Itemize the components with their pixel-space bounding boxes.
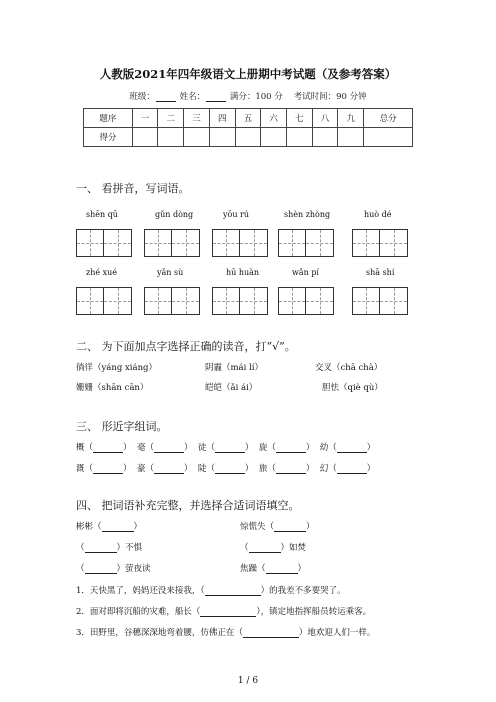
score-header: 七 — [287, 109, 313, 128]
score-header: 八 — [312, 109, 338, 128]
full-score: 满分：100 分 — [229, 92, 283, 102]
char: 徒 — [197, 443, 207, 453]
writing-cell[interactable] — [240, 229, 268, 257]
pinyin-label: zhé xué — [86, 268, 118, 277]
writing-grid[interactable] — [76, 287, 132, 315]
writing-cell[interactable] — [240, 287, 268, 315]
reading-choice[interactable]: 阴霾（mái lí） — [205, 363, 263, 373]
sentence-text: ），镇定地指挥船员转运乘客。 — [256, 607, 372, 617]
pinyin-label: hū huàn — [226, 268, 260, 277]
score-header: 六 — [261, 109, 287, 128]
sentence-text: ）地欢迎人们一样。 — [298, 628, 376, 638]
name-label: 姓名： — [179, 92, 206, 102]
writing-grid[interactable] — [352, 229, 408, 257]
idiom-item — [76, 541, 142, 553]
answer-blank[interactable] — [93, 464, 123, 474]
writing-cell[interactable] — [212, 287, 240, 315]
writing-cell[interactable] — [306, 287, 334, 315]
score-header: 二 — [158, 109, 184, 128]
class-blank[interactable] — [156, 93, 176, 102]
pinyin-label: gǔn dòng — [155, 210, 194, 219]
char: 幻 — [319, 464, 329, 474]
writing-cell[interactable] — [278, 229, 306, 257]
section-4-heading: 四、 把词语补充完整，并选择合适词语填空。 — [76, 499, 300, 512]
char: 溉 — [76, 464, 85, 474]
score-header: 四 — [209, 109, 235, 128]
class-label: 班级： — [129, 92, 155, 102]
reading-choice[interactable]: 胆怯（qiè qù） — [322, 383, 383, 393]
writing-grid[interactable] — [278, 229, 334, 257]
answer-blank[interactable] — [243, 628, 299, 638]
section-3-heading: 三、 形近字组词。 — [76, 420, 168, 433]
pinyin-label: shèn zhòng — [284, 210, 331, 219]
answer-blank[interactable] — [266, 564, 298, 574]
sentence-text: ）的我差不多要哭了。 — [260, 586, 346, 596]
answer-blank[interactable] — [337, 443, 367, 453]
score-row — [84, 128, 413, 147]
answer-blank[interactable] — [85, 543, 117, 553]
idiom-text: ） — [133, 522, 143, 532]
writing-grid[interactable] — [76, 229, 132, 257]
score-cell[interactable] — [184, 128, 210, 147]
writing-grid[interactable] — [212, 229, 268, 257]
writing-grid[interactable] — [212, 287, 268, 315]
pinyin-label: huò dé — [364, 210, 392, 219]
writing-cell[interactable] — [306, 229, 334, 257]
score-header: 三 — [184, 109, 210, 128]
idiom-item — [76, 562, 151, 574]
score-cell[interactable] — [158, 128, 184, 147]
score-cell[interactable] — [338, 128, 364, 147]
idiom-text: （ — [240, 543, 249, 553]
char: 概 — [76, 443, 85, 453]
idiom-text: 焦躁（ — [240, 564, 266, 574]
score-cell[interactable] — [364, 128, 413, 147]
reading-choice[interactable]: 姗姗（shān cān） — [76, 383, 149, 393]
pinyin-label: shēn qū — [86, 210, 118, 219]
idiom-text: 惊慌失（ — [240, 522, 275, 532]
writing-cell[interactable] — [104, 287, 132, 315]
score-cell[interactable] — [132, 128, 158, 147]
idiom-item — [76, 520, 142, 532]
exam-info — [0, 90, 496, 102]
idiom-text: ） — [297, 564, 307, 574]
pinyin-label: shā shí — [366, 268, 395, 277]
score-cell[interactable] — [235, 128, 261, 147]
answer-blank[interactable] — [276, 443, 306, 453]
writing-cell[interactable] — [76, 229, 104, 257]
page-number: 1 / 6 — [237, 676, 259, 686]
pinyin-label: yōu rú — [223, 210, 250, 219]
writing-cell[interactable] — [76, 287, 104, 315]
answer-blank[interactable] — [276, 464, 306, 474]
idiom-text: （ — [76, 543, 85, 553]
sentence-text: 2．面对即将沉船的灾难，船长（ — [76, 607, 201, 617]
fill-sentence — [76, 605, 371, 617]
reading-choice[interactable]: 徜徉（yáng xiáng） — [76, 363, 157, 373]
writing-grid[interactable] — [278, 287, 334, 315]
pinyin-label: yǎn sù — [157, 268, 184, 277]
score-cell[interactable] — [209, 128, 235, 147]
word-build-row: 概（ ） 毫（ ） 徒（ ） 旋（ ） 幼（ ） — [76, 443, 376, 453]
answer-blank[interactable] — [215, 443, 245, 453]
reading-choice[interactable]: 皑皑（ǎi ái） — [205, 383, 258, 393]
sentence-text: 3．田野里，谷穗深深地弯着腰，仿佛正在（ — [76, 628, 243, 638]
score-header: 一 — [132, 109, 158, 128]
idiom-text: ）如焚 — [280, 543, 307, 553]
idiom-item — [240, 520, 315, 532]
reading-choice[interactable]: 交叉（chā chà） — [315, 363, 383, 373]
char: 豪 — [136, 464, 146, 474]
score-cell[interactable] — [312, 128, 338, 147]
idiom-text: ）不惧 — [116, 543, 143, 553]
writing-cell[interactable] — [352, 229, 380, 257]
score-cell[interactable] — [261, 128, 287, 147]
writing-grid[interactable] — [352, 287, 408, 315]
word-build-row: 溉（ ） 豪（ ） 陡（ ） 旅（ ） 幻（ ） — [76, 464, 376, 474]
writing-cell[interactable] — [172, 229, 200, 257]
answer-blank[interactable] — [205, 586, 261, 596]
exam-time: 考试时间：90 分钟 — [293, 92, 367, 102]
answer-blank[interactable] — [274, 522, 306, 532]
writing-cell[interactable] — [352, 287, 380, 315]
answer-blank[interactable] — [154, 443, 184, 453]
name-blank[interactable] — [206, 93, 226, 102]
char: 旅 — [258, 464, 268, 474]
char: 毫 — [136, 443, 146, 453]
pinyin-label: wǎn pí — [292, 268, 319, 277]
score-row-label: 得分 — [84, 128, 133, 147]
writing-cell[interactable] — [144, 287, 172, 315]
idiom-item — [240, 562, 306, 574]
idiom-text: ） — [306, 522, 315, 532]
page-title: 人教版2021年四年级语文上册期中考试题（及参考答案） — [99, 67, 397, 81]
idiom-text: ）萤夜读 — [116, 564, 151, 574]
section-2-heading: 二、 为下面加点字选择正确的读音，打“√”。 — [76, 340, 296, 353]
idiom-item — [240, 541, 306, 553]
writing-cell[interactable] — [278, 287, 306, 315]
answer-blank[interactable] — [102, 522, 134, 532]
fill-sentence — [76, 584, 346, 596]
score-header: 五 — [235, 109, 261, 128]
writing-grid[interactable] — [144, 287, 200, 315]
score-header: 九 — [338, 109, 364, 128]
char: 陡 — [197, 464, 207, 474]
answer-blank[interactable] — [215, 464, 245, 474]
writing-cell[interactable] — [212, 229, 240, 257]
sentence-text: 1．天快黑了，妈妈还没来接我，（ — [76, 586, 205, 596]
answer-blank[interactable] — [337, 464, 367, 474]
writing-cell[interactable] — [144, 229, 172, 257]
score-cell[interactable] — [287, 128, 313, 147]
writing-cell[interactable] — [104, 229, 132, 257]
answer-blank[interactable] — [93, 443, 123, 453]
answer-blank[interactable] — [154, 464, 184, 474]
fill-sentence — [76, 626, 375, 638]
writing-cell[interactable] — [380, 287, 408, 315]
writing-cell[interactable] — [380, 229, 408, 257]
writing-cell[interactable] — [172, 287, 200, 315]
answer-blank[interactable] — [85, 564, 117, 574]
section-1-heading: 一、 看拼音，写词语。 — [76, 182, 190, 195]
idiom-text: （ — [76, 564, 85, 574]
score-header-row — [84, 109, 413, 128]
score-header: 题序 — [84, 109, 133, 128]
idiom-text: 彬彬（ — [76, 522, 102, 532]
score-header: 总分 — [364, 109, 413, 128]
char: 旋 — [258, 443, 268, 453]
score-table — [83, 108, 413, 147]
writing-grid[interactable] — [144, 229, 200, 257]
char: 幼 — [319, 443, 329, 453]
answer-blank[interactable] — [249, 543, 281, 553]
answer-blank[interactable] — [200, 607, 256, 617]
